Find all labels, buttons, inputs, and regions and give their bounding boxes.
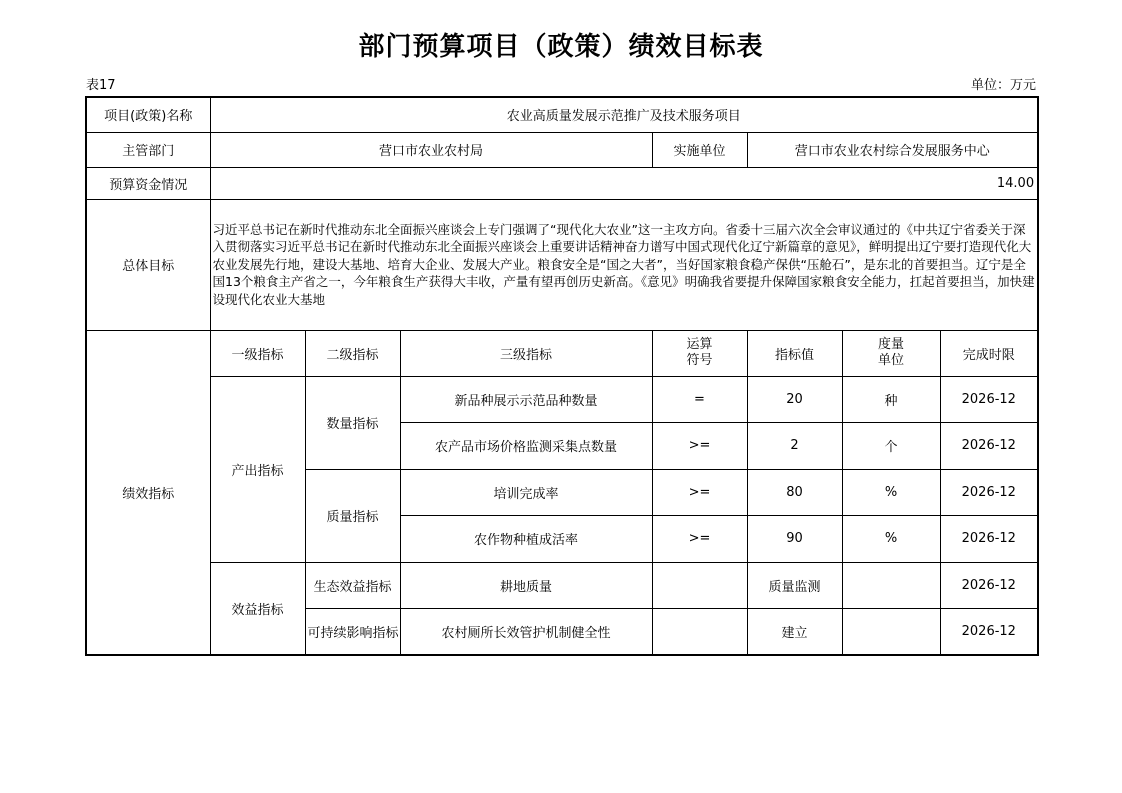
item-unit: 种: [842, 376, 940, 422]
item-operator: >=: [652, 469, 747, 515]
table-number: 表17: [86, 78, 116, 93]
item-name: 培训完成率: [400, 469, 652, 515]
item-unit: [842, 608, 940, 655]
budget-row: [86, 167, 1038, 199]
item-name: 农作物种植成活率: [400, 515, 652, 562]
item-value: 20: [747, 376, 842, 422]
indicator-output: 产出指标: [210, 376, 305, 562]
item-operator: >=: [652, 422, 747, 469]
goal-label: 总体目标: [86, 199, 210, 330]
goal-row: [86, 199, 1038, 330]
indicator-quality: 质量指标: [305, 469, 400, 562]
header-level1: 一级指标: [210, 330, 305, 376]
item-unit: %: [842, 515, 940, 562]
header-level2: 二级指标: [305, 330, 400, 376]
item-name: 农村厕所长效管护机制健全性: [400, 608, 652, 655]
item-operator: >=: [652, 515, 747, 562]
item-value: 2: [747, 422, 842, 469]
item-value: 90: [747, 515, 842, 562]
item-name: 新品种展示示范品种数量: [400, 376, 652, 422]
item-deadline: 2026-12: [940, 376, 1038, 422]
performance-table: [85, 96, 1039, 656]
impl-value: 营口市农业农村综合发展服务中心: [747, 132, 1038, 167]
item-value: 质量监测: [747, 562, 842, 608]
item-name: 农产品市场价格监测采集点数量: [400, 422, 652, 469]
item-unit: 个: [842, 422, 940, 469]
header-row: [86, 330, 1038, 376]
item-unit: [842, 562, 940, 608]
header-operator: 运算 符号: [652, 330, 747, 376]
table-row: [86, 562, 1038, 608]
page-title: 部门预算项目（政策）绩效目标表: [358, 32, 764, 62]
indicator-sustain: 可持续影响指标: [305, 608, 400, 655]
item-name: 耕地质量: [400, 562, 652, 608]
item-deadline: 2026-12: [940, 469, 1038, 515]
project-row: [86, 97, 1038, 132]
item-operator: =: [652, 376, 747, 422]
item-deadline: 2026-12: [940, 422, 1038, 469]
table-row: [86, 376, 1038, 422]
budget-value: 14.00: [210, 167, 1038, 199]
item-deadline: 2026-12: [940, 562, 1038, 608]
header-level3: 三级指标: [400, 330, 652, 376]
header-unit: 度量 单位: [842, 330, 940, 376]
impl-label: 实施单位: [652, 132, 747, 167]
dept-row: [86, 132, 1038, 167]
project-label: 项目(政策)名称: [86, 97, 210, 132]
indicator-eco: 生态效益指标: [305, 562, 400, 608]
header-deadline: 完成时限: [940, 330, 1038, 376]
unit-label: 单位：万元: [970, 78, 1036, 93]
goal-text: 习近平总书记在新时代推动东北全面振兴座谈会上专门强调了“现代化大农业”这一主攻方向。省委十三届六次全会审议通过的《中共辽宁省委关于深入贯彻落实习近平总书记在新时代推动东北全面振兴座谈会上重要讲话精神奋力谱写中国式现代化辽宁新篇章的意见》，鲜明提出辽宁要打造现代化大农业发展先行地，建设大基地、培育大企业、发展大产业。粮食安全是“国之大者”，当好国家粮食稳产保供“压舱石”，是东北的首要担当。辽宁是全国13个粮食主产省之一，今年粮食生产获得大丰收，产量有望再创历史新高。《意见》明确我省要提升保障国家粮食安全能力，扛起首要担当，加快建设现代化农业大基地: [210, 199, 1038, 330]
item-deadline: 2026-12: [940, 608, 1038, 655]
item-value: 建立: [747, 608, 842, 655]
dept-label: 主管部门: [86, 132, 210, 167]
header-value: 指标值: [747, 330, 842, 376]
item-operator: [652, 562, 747, 608]
item-value: 80: [747, 469, 842, 515]
budget-label: 预算资金情况: [86, 167, 210, 199]
project-value: 农业高质量发展示范推广及技术服务项目: [210, 97, 1038, 132]
indicator-benefit: 效益指标: [210, 562, 305, 655]
perf-label: 绩效指标: [86, 330, 210, 655]
item-deadline: 2026-12: [940, 515, 1038, 562]
item-unit: %: [842, 469, 940, 515]
item-operator: [652, 608, 747, 655]
indicator-quantity: 数量指标: [305, 376, 400, 469]
dept-value: 营口市农业农村局: [210, 132, 652, 167]
